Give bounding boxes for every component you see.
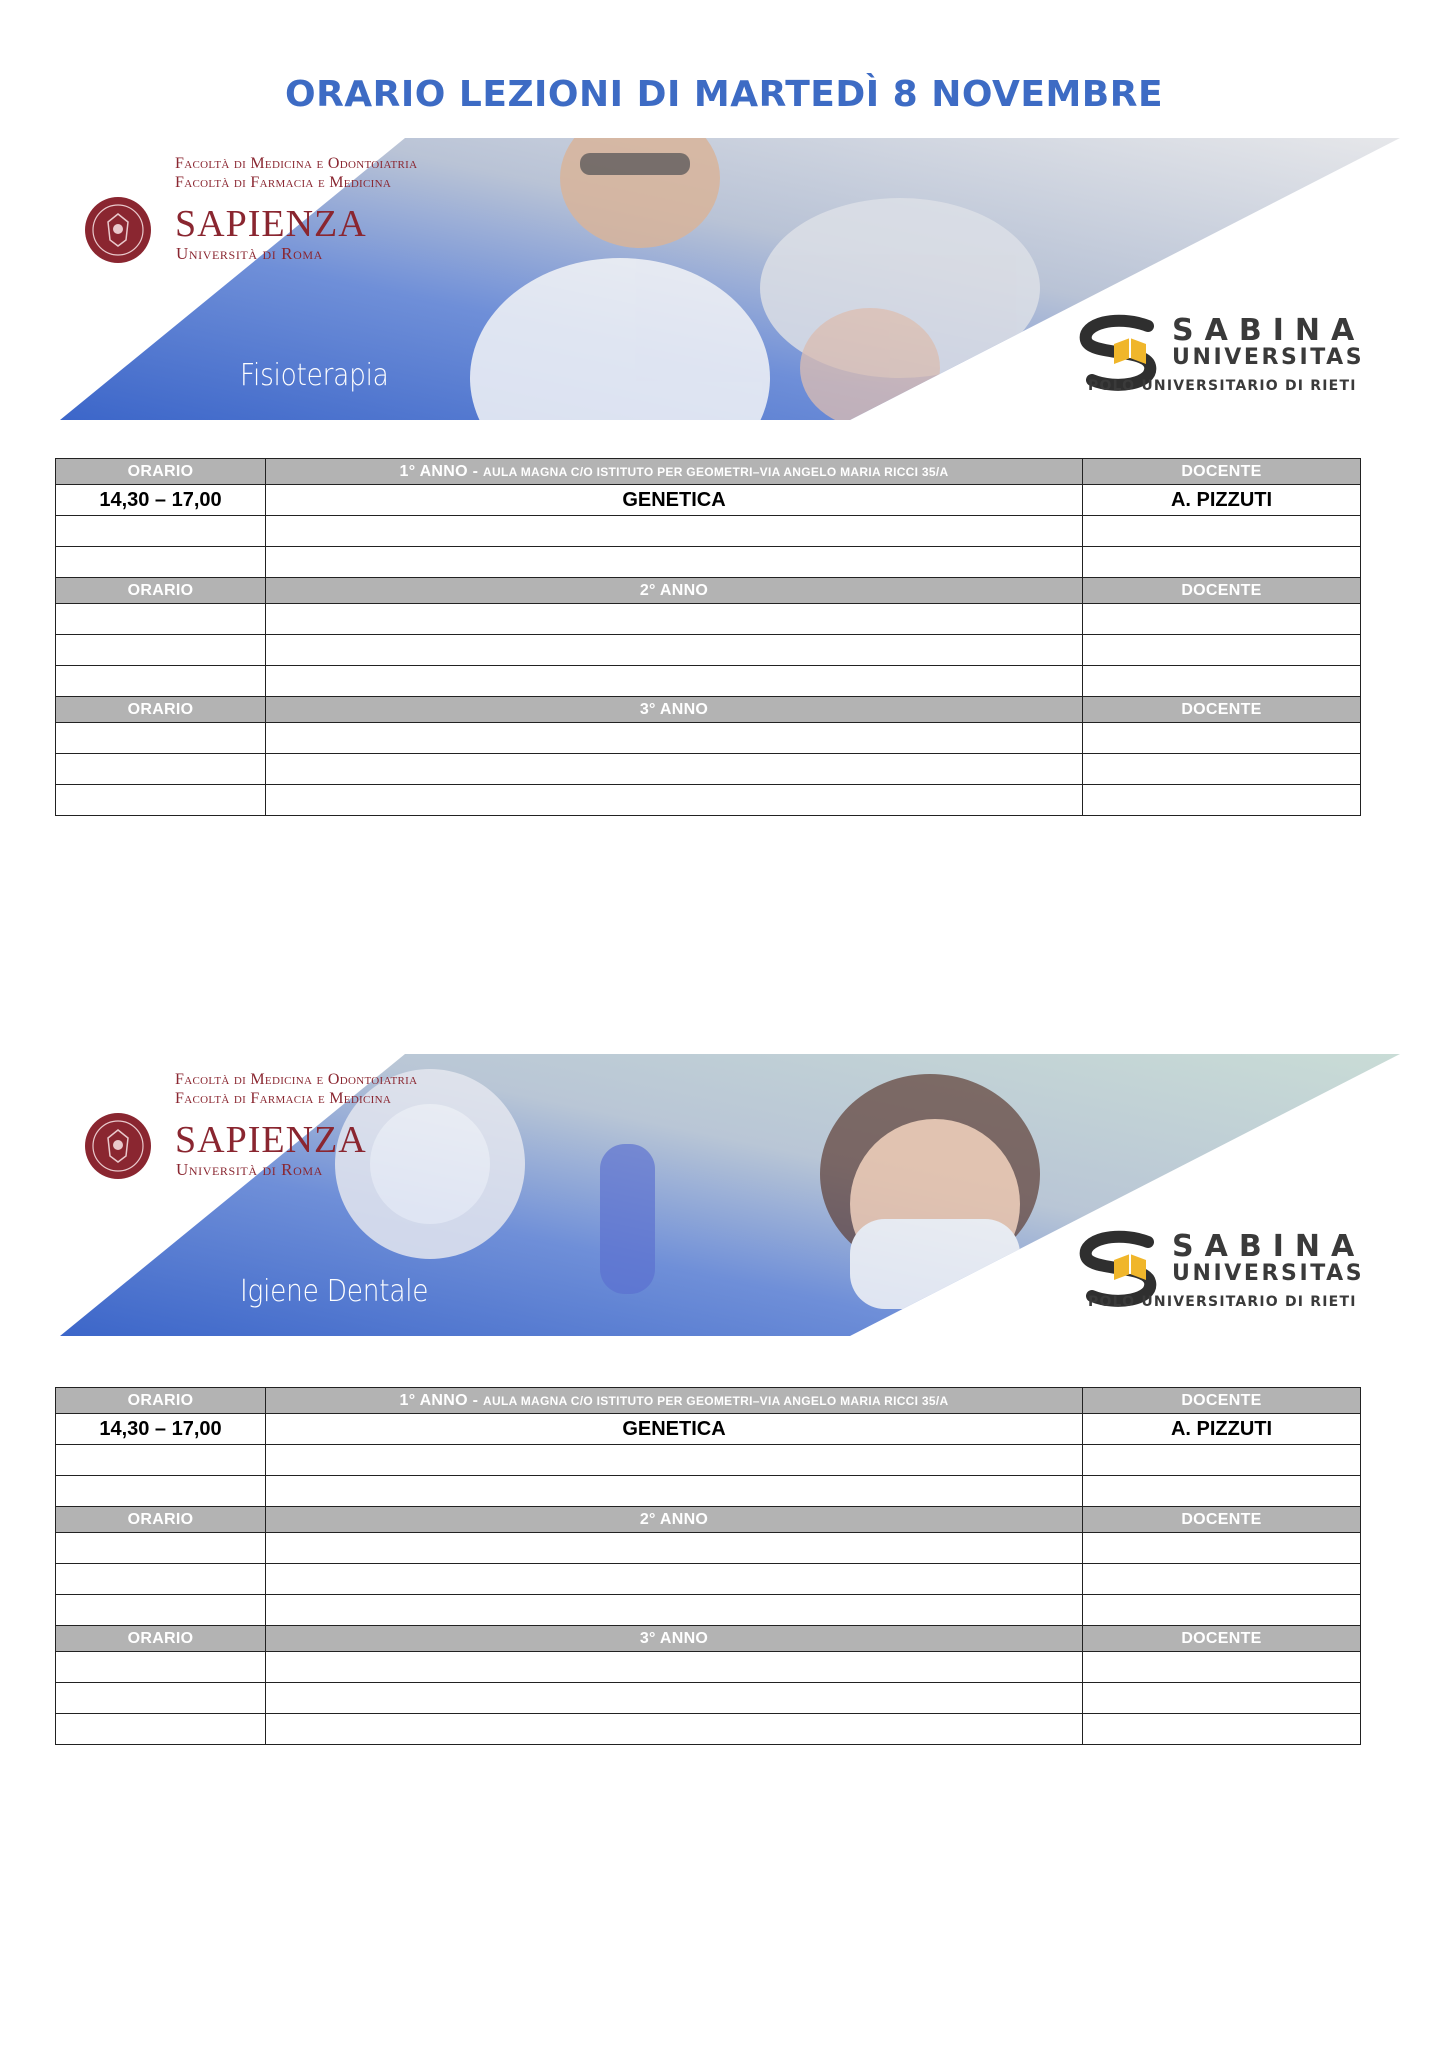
cell-time — [56, 547, 266, 578]
cell-teacher — [1083, 1476, 1361, 1507]
cell-teacher — [1083, 1683, 1361, 1714]
cell-teacher: A. PIZZUTI — [1083, 1414, 1361, 1445]
table-row — [56, 723, 1361, 754]
cell-teacher — [1083, 1445, 1361, 1476]
schedule-table-fisioterapia — [55, 458, 1361, 816]
table-header-row — [56, 1388, 1361, 1414]
course-banner-fisioterapia — [60, 138, 1400, 420]
cell-subject — [266, 1564, 1083, 1595]
partner-name: SABINA — [1172, 313, 1366, 348]
cell-teacher — [1083, 1595, 1361, 1626]
cell-time — [56, 516, 266, 547]
cell-time — [56, 1652, 266, 1683]
header-orario: ORARIO — [56, 578, 266, 604]
cell-teacher — [1083, 635, 1361, 666]
table-row — [56, 1714, 1361, 1745]
table-row — [56, 1595, 1361, 1626]
cell-time — [56, 1533, 266, 1564]
cell-time — [56, 635, 266, 666]
header-docente: DOCENTE — [1083, 459, 1361, 485]
course-name: Igiene Dentale — [240, 1274, 429, 1309]
partner-tagline: POLO UNIVERSITARIO DI RIETI — [1088, 378, 1357, 394]
cell-time: 14,30 – 17,00 — [56, 1414, 266, 1445]
table-row — [56, 666, 1361, 697]
university-name: SAPIENZA — [175, 1119, 367, 1161]
header-docente: DOCENTE — [1083, 578, 1361, 604]
cell-subject — [266, 666, 1083, 697]
cell-teacher — [1083, 1714, 1361, 1745]
header-docente: DOCENTE — [1083, 1507, 1361, 1533]
location-label: AULA MAGNA C/O ISTITUTO PER GEOMETRI–VIA ANGELO MARIA RICCI 35/A — [483, 1393, 949, 1408]
cell-subject — [266, 547, 1083, 578]
cell-time — [56, 1445, 266, 1476]
cell-subject — [266, 1595, 1083, 1626]
header-year — [266, 459, 1083, 485]
table-header-row — [56, 1626, 1361, 1652]
faculty-line-2: Facoltà di Farmacia e Medicina — [175, 1090, 392, 1107]
cell-subject — [266, 1652, 1083, 1683]
header-year — [266, 1388, 1083, 1414]
table-row — [56, 1476, 1361, 1507]
year-label: 1° ANNO - — [399, 1391, 484, 1409]
table-row — [56, 1414, 1361, 1445]
course-banner-igiene-dentale — [60, 1054, 1400, 1336]
cell-subject — [266, 785, 1083, 816]
cell-subject — [266, 754, 1083, 785]
cell-teacher — [1083, 547, 1361, 578]
table-row — [56, 1533, 1361, 1564]
cell-time — [56, 604, 266, 635]
faculty-line-1: Facoltà di Medicina e Odontoiatria — [175, 155, 418, 172]
table-row — [56, 635, 1361, 666]
sapienza-seal-icon — [84, 1112, 152, 1180]
table-row — [56, 785, 1361, 816]
cell-time: 14,30 – 17,00 — [56, 485, 266, 516]
cell-time — [56, 1714, 266, 1745]
partner-tagline: POLO UNIVERSITARIO DI RIETI — [1088, 1294, 1357, 1310]
cell-subject — [266, 723, 1083, 754]
schedule-table-igiene-dentale — [55, 1387, 1361, 1745]
cell-subject — [266, 1533, 1083, 1564]
header-year: 2° ANNO — [266, 578, 1083, 604]
table-header-row — [56, 1507, 1361, 1533]
partner-subtitle: UNIVERSITAS — [1172, 345, 1365, 370]
cell-subject — [266, 1683, 1083, 1714]
header-orario: ORARIO — [56, 459, 266, 485]
cell-teacher — [1083, 666, 1361, 697]
header-orario: ORARIO — [56, 1626, 266, 1652]
table-header-row — [56, 697, 1361, 723]
header-orario: ORARIO — [56, 1507, 266, 1533]
header-docente: DOCENTE — [1083, 697, 1361, 723]
university-subtitle: Università di Roma — [176, 244, 323, 263]
cell-subject — [266, 635, 1083, 666]
year-label: 1° ANNO - — [399, 462, 484, 480]
cell-subject — [266, 1714, 1083, 1745]
table-row — [56, 1683, 1361, 1714]
cell-subject — [266, 604, 1083, 635]
table-row — [56, 754, 1361, 785]
cell-teacher — [1083, 1564, 1361, 1595]
header-docente: DOCENTE — [1083, 1626, 1361, 1652]
table-row — [56, 1652, 1361, 1683]
cell-time — [56, 1476, 266, 1507]
location-label: AULA MAGNA C/O ISTITUTO PER GEOMETRI–VIA ANGELO MARIA RICCI 35/A — [483, 464, 949, 479]
cell-time — [56, 785, 266, 816]
cell-time — [56, 666, 266, 697]
partner-subtitle: UNIVERSITAS — [1172, 1261, 1365, 1286]
faculty-line-2: Facoltà di Farmacia e Medicina — [175, 174, 392, 191]
table-row — [56, 516, 1361, 547]
cell-teacher — [1083, 785, 1361, 816]
header-year: 3° ANNO — [266, 697, 1083, 723]
faculty-line-1: Facoltà di Medicina e Odontoiatria — [175, 1071, 418, 1088]
table-header-row — [56, 578, 1361, 604]
table-header-row — [56, 459, 1361, 485]
table-row — [56, 1445, 1361, 1476]
header-orario: ORARIO — [56, 1388, 266, 1414]
cell-subject — [266, 1445, 1083, 1476]
cell-time — [56, 1683, 266, 1714]
university-name: SAPIENZA — [175, 203, 367, 245]
cell-teacher — [1083, 1533, 1361, 1564]
page-title: ORARIO LEZIONI DI MARTEDÌ 8 NOVEMBRE — [284, 74, 1164, 115]
table-row — [56, 604, 1361, 635]
cell-time — [56, 723, 266, 754]
cell-teacher — [1083, 604, 1361, 635]
cell-teacher — [1083, 723, 1361, 754]
header-orario: ORARIO — [56, 697, 266, 723]
table-row — [56, 485, 1361, 516]
cell-subject — [266, 516, 1083, 547]
faculty-lines — [175, 1070, 417, 1108]
header-docente: DOCENTE — [1083, 1388, 1361, 1414]
cell-subject: GENETICA — [266, 1414, 1083, 1445]
cell-time — [56, 1595, 266, 1626]
table-row — [56, 547, 1361, 578]
cell-time — [56, 754, 266, 785]
course-name: Fisioterapia — [240, 358, 389, 393]
table-row — [56, 1564, 1361, 1595]
cell-subject — [266, 1476, 1083, 1507]
cell-teacher: A. PIZZUTI — [1083, 485, 1361, 516]
header-year: 3° ANNO — [266, 1626, 1083, 1652]
university-subtitle: Università di Roma — [176, 1160, 323, 1179]
cell-teacher — [1083, 516, 1361, 547]
cell-teacher — [1083, 1652, 1361, 1683]
cell-time — [56, 1564, 266, 1595]
cell-teacher — [1083, 754, 1361, 785]
partner-name: SABINA — [1172, 1229, 1366, 1264]
header-year: 2° ANNO — [266, 1507, 1083, 1533]
cell-subject: GENETICA — [266, 485, 1083, 516]
sapienza-seal-icon — [84, 196, 152, 264]
faculty-lines — [175, 154, 417, 192]
